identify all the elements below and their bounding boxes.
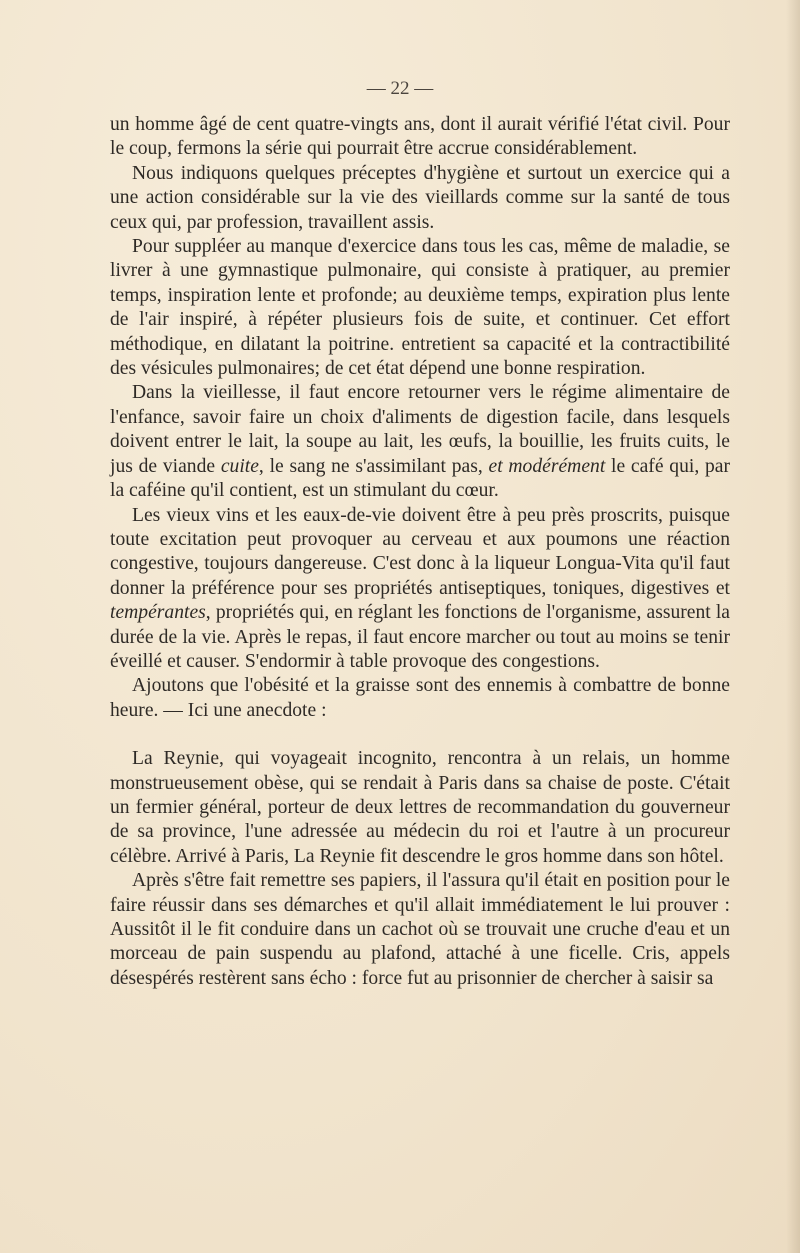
page-number: — 22 — [366, 78, 434, 99]
paragraph-5 [110, 504, 730, 675]
paragraph-6 [110, 674, 730, 723]
paragraph-4 [110, 381, 730, 503]
paragraph-text: Pour suppléer au manque d'exercice dans tous les cas, même de maladie, se livrer à une gymnastique pulmonaire, qui consiste à pratiquer, au premier temps, inspiration lente et profonde; au deuxième temps, expiration plus lente de l'air inspiré, à répéter plusieurs fois de suite, et continuer. Cet effort méthodique, en dilatant la poitrine. entretient sa capacité et la contractibilité des vésicules pulmonaires; de cet état dépend une bonne respiration. [110, 236, 730, 380]
italic-text: et modérément [488, 455, 606, 477]
paragraph-text: Dans la vieillesse, il faut encore retourner vers le régime alimentaire de l'enfance, savoir faire un choix d'aliments de digestion facile, dans lesquels doivent entrer le lait, la soupe au lait, les œufs, la bouillie, les fruits cuits, le jus de viande [110, 382, 730, 477]
paragraph-text: le café qui, par la caféine qu'il contient, est un stimulant du cœur. [110, 455, 730, 502]
paragraph-text: Après s'être fait remettre ses papiers, il l'assura qu'il était en position pour le faire réussir dans ses démarches et qu'il allait immédiatement le lui prouver : Aussitôt il le fit conduire dans un cachot où se trouvait une cruche d'eau et un morceau de pain suspendu au plafond, attaché à une ficelle. Cris, appels désespérés restèrent sans écho : force fut au prisonnier de chercher à saisir sa [110, 870, 730, 989]
paragraph-7 [110, 747, 730, 869]
paragraph-1 [110, 113, 730, 162]
paragraph-text: , le sang ne s'assimilant pas, [258, 455, 489, 477]
paragraph-2 [110, 162, 730, 235]
page-body-text [110, 113, 730, 991]
paragraph-text: Les vieux vins et les eaux-de-vie doivent être à peu près proscrits, puisque toute excitation peut provoquer au cerveau et aux poumons une réaction congestive, toujours dangereuse. C'est donc à la liqueur Longua-Vita qu'il faut donner la préférence pour ses propriétés antiseptiques, toniques, digestives et [110, 504, 730, 599]
paragraph-text: un homme âgé de cent quatre-vingts ans, dont il aurait vérifié l'état civil. Pour le coup, fermons la série qui pourrait être accrue considérablement. [110, 114, 730, 160]
italic-text: tempérantes [110, 602, 206, 624]
paragraph-text: Ajoutons que l'obésité et la graisse sont des ennemis à combattre de bonne heure. — Ici une anecdote : [110, 675, 730, 721]
italic-text: cuite [220, 455, 259, 477]
paragraph-8 [110, 869, 730, 991]
paragraph-gap [110, 723, 730, 747]
paragraph-text: La Reynie, qui voyageait incognito, rencontra à un relais, un homme monstrueusement obèse, qui se rendait à Paris dans sa chaise de poste. C'était un fermier général, porteur de deux lettres de recommandation du gouverneur de sa province, l'une adressée au médecin du roi et l'autre à un procureur célèbre. Arrivé à Paris, La Reynie fit descendre le gros homme dans son hôtel. [110, 748, 730, 867]
page-edge-shadow [786, 0, 800, 1253]
paragraph-text: Nous indiquons quelques préceptes d'hygiène et surtout un exercice qui a une action considérable sur la vie des vieillards comme sur la santé de tous ceux qui, par profession, travaillent assis. [110, 162, 730, 233]
paragraph-text: , propriétés qui, en réglant les fonctions de l'organisme, assurent la durée de la vie. Après le repas, il faut encore marcher ou tout au moins se tenir éveillé et causer. S'endormir à table provoque des congestions. [110, 602, 730, 672]
paragraph-3 [110, 235, 730, 381]
